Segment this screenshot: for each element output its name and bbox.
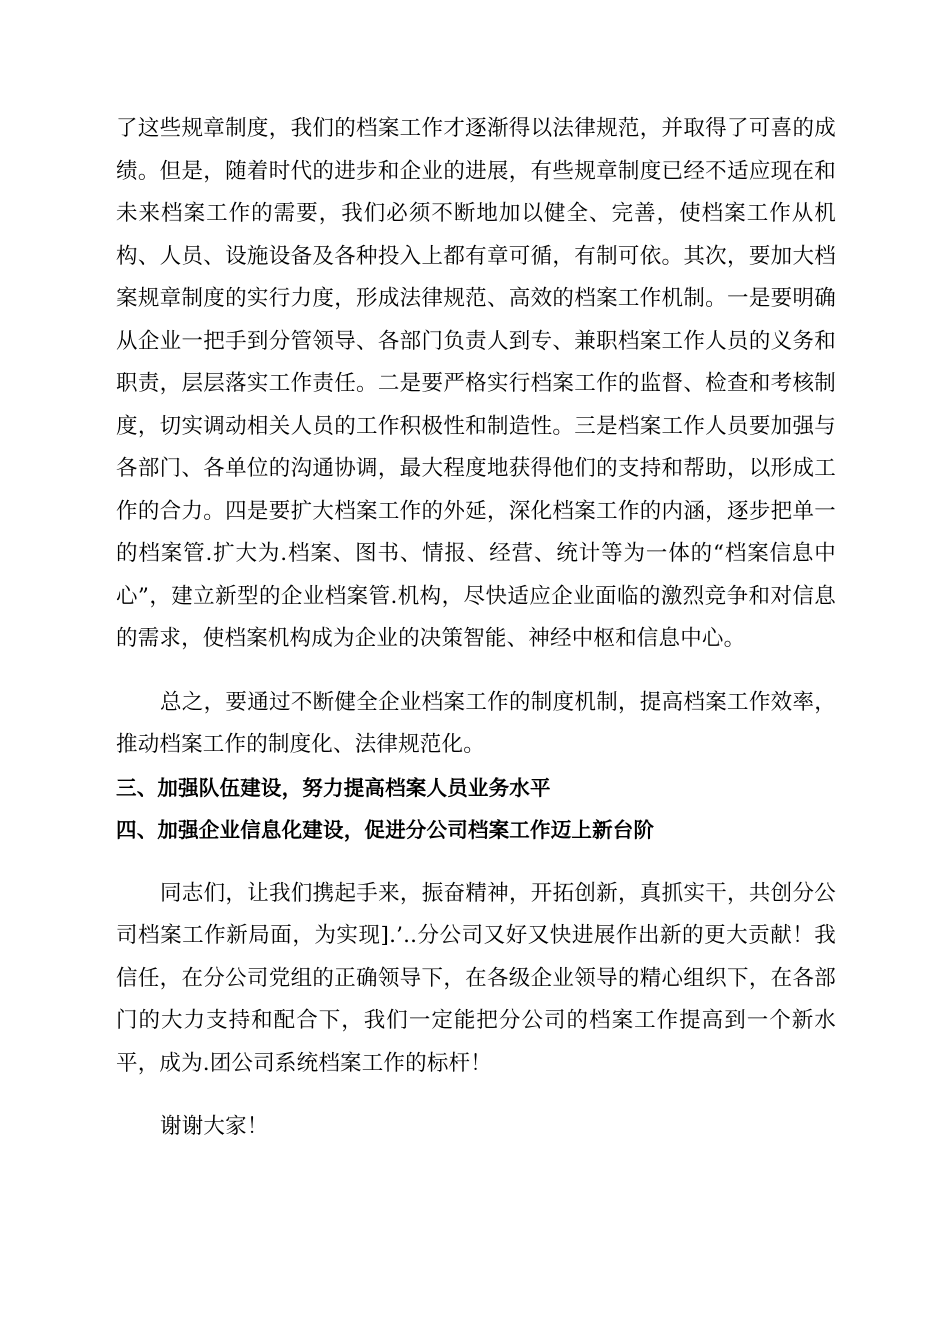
paragraph-summary: 总之，要通过不断健全企业档案工作的制度机制，提高档案工作效率，推动档案工作的制度化、法律规范化。 [116, 689, 836, 757]
document-body [116, 108, 836, 1149]
section-heading-team-building: 三、加强队伍建设，努力提高档案人员业务水平 [116, 775, 551, 800]
paragraph-closing-call: 同志们，让我们携起手来，振奋精神，开拓创新，真抓实干，共创分公司档案工作新局面，为实现].’..分公司又好又快进展作出新的更大贡献！我信任，在分公司党组的正确领导下，在各级企业领导的精心组织下，在各部门的大力支持和配合下，我们一定能把分公司的档案工作提高到一个新水平，成为.团公司系统档案工作的标杆！ [116, 880, 836, 1076]
paragraph-regulations: 了这些规章制度，我们的档案工作才逐渐得以法律规范，并取得了可喜的成绩。但是，随着时代的进步和企业的进展，有些规章制度已经不适应现在和未来档案工作的需要，我们必须不断地加以健全、完善，使档案工作从机构、人员、设施设备及各种投入上都有章可循，有制可依。其次，要加大档案规章制度的实行力度，形成法律规范、高效的档案工作机制。一是要明确从企业一把手到分管领导、各部门负责人到专、兼职档案工作人员的义务和职责，层层落实工作责任。二是要严格实行档案工作的监督、检查和考核制度，切实调动相关人员的工作积极性和制造性。三是档案工作人员要加强与各部门、各单位的沟通协调，最大程度地获得他们的支持和帮助，以形成工作的合力。四是要扩大档案工作的外延，深化档案工作的内涵，逐步把单一的档案管.扩大为.档案、图书、情报、经营、统计等为一体的“档案信息中心”，建立新型的企业档案管.机构，尽快适应企业面临的激烈竞争和对信息的需求，使档案机构成为企业的决策智能、神经中枢和信息中心。 [116, 116, 836, 651]
section-heading-informatization: 四、加强企业信息化建设，促进分公司档案工作迈上新台阶 [116, 818, 655, 842]
paragraph-thanks: 谢谢大家！ [160, 1114, 269, 1139]
